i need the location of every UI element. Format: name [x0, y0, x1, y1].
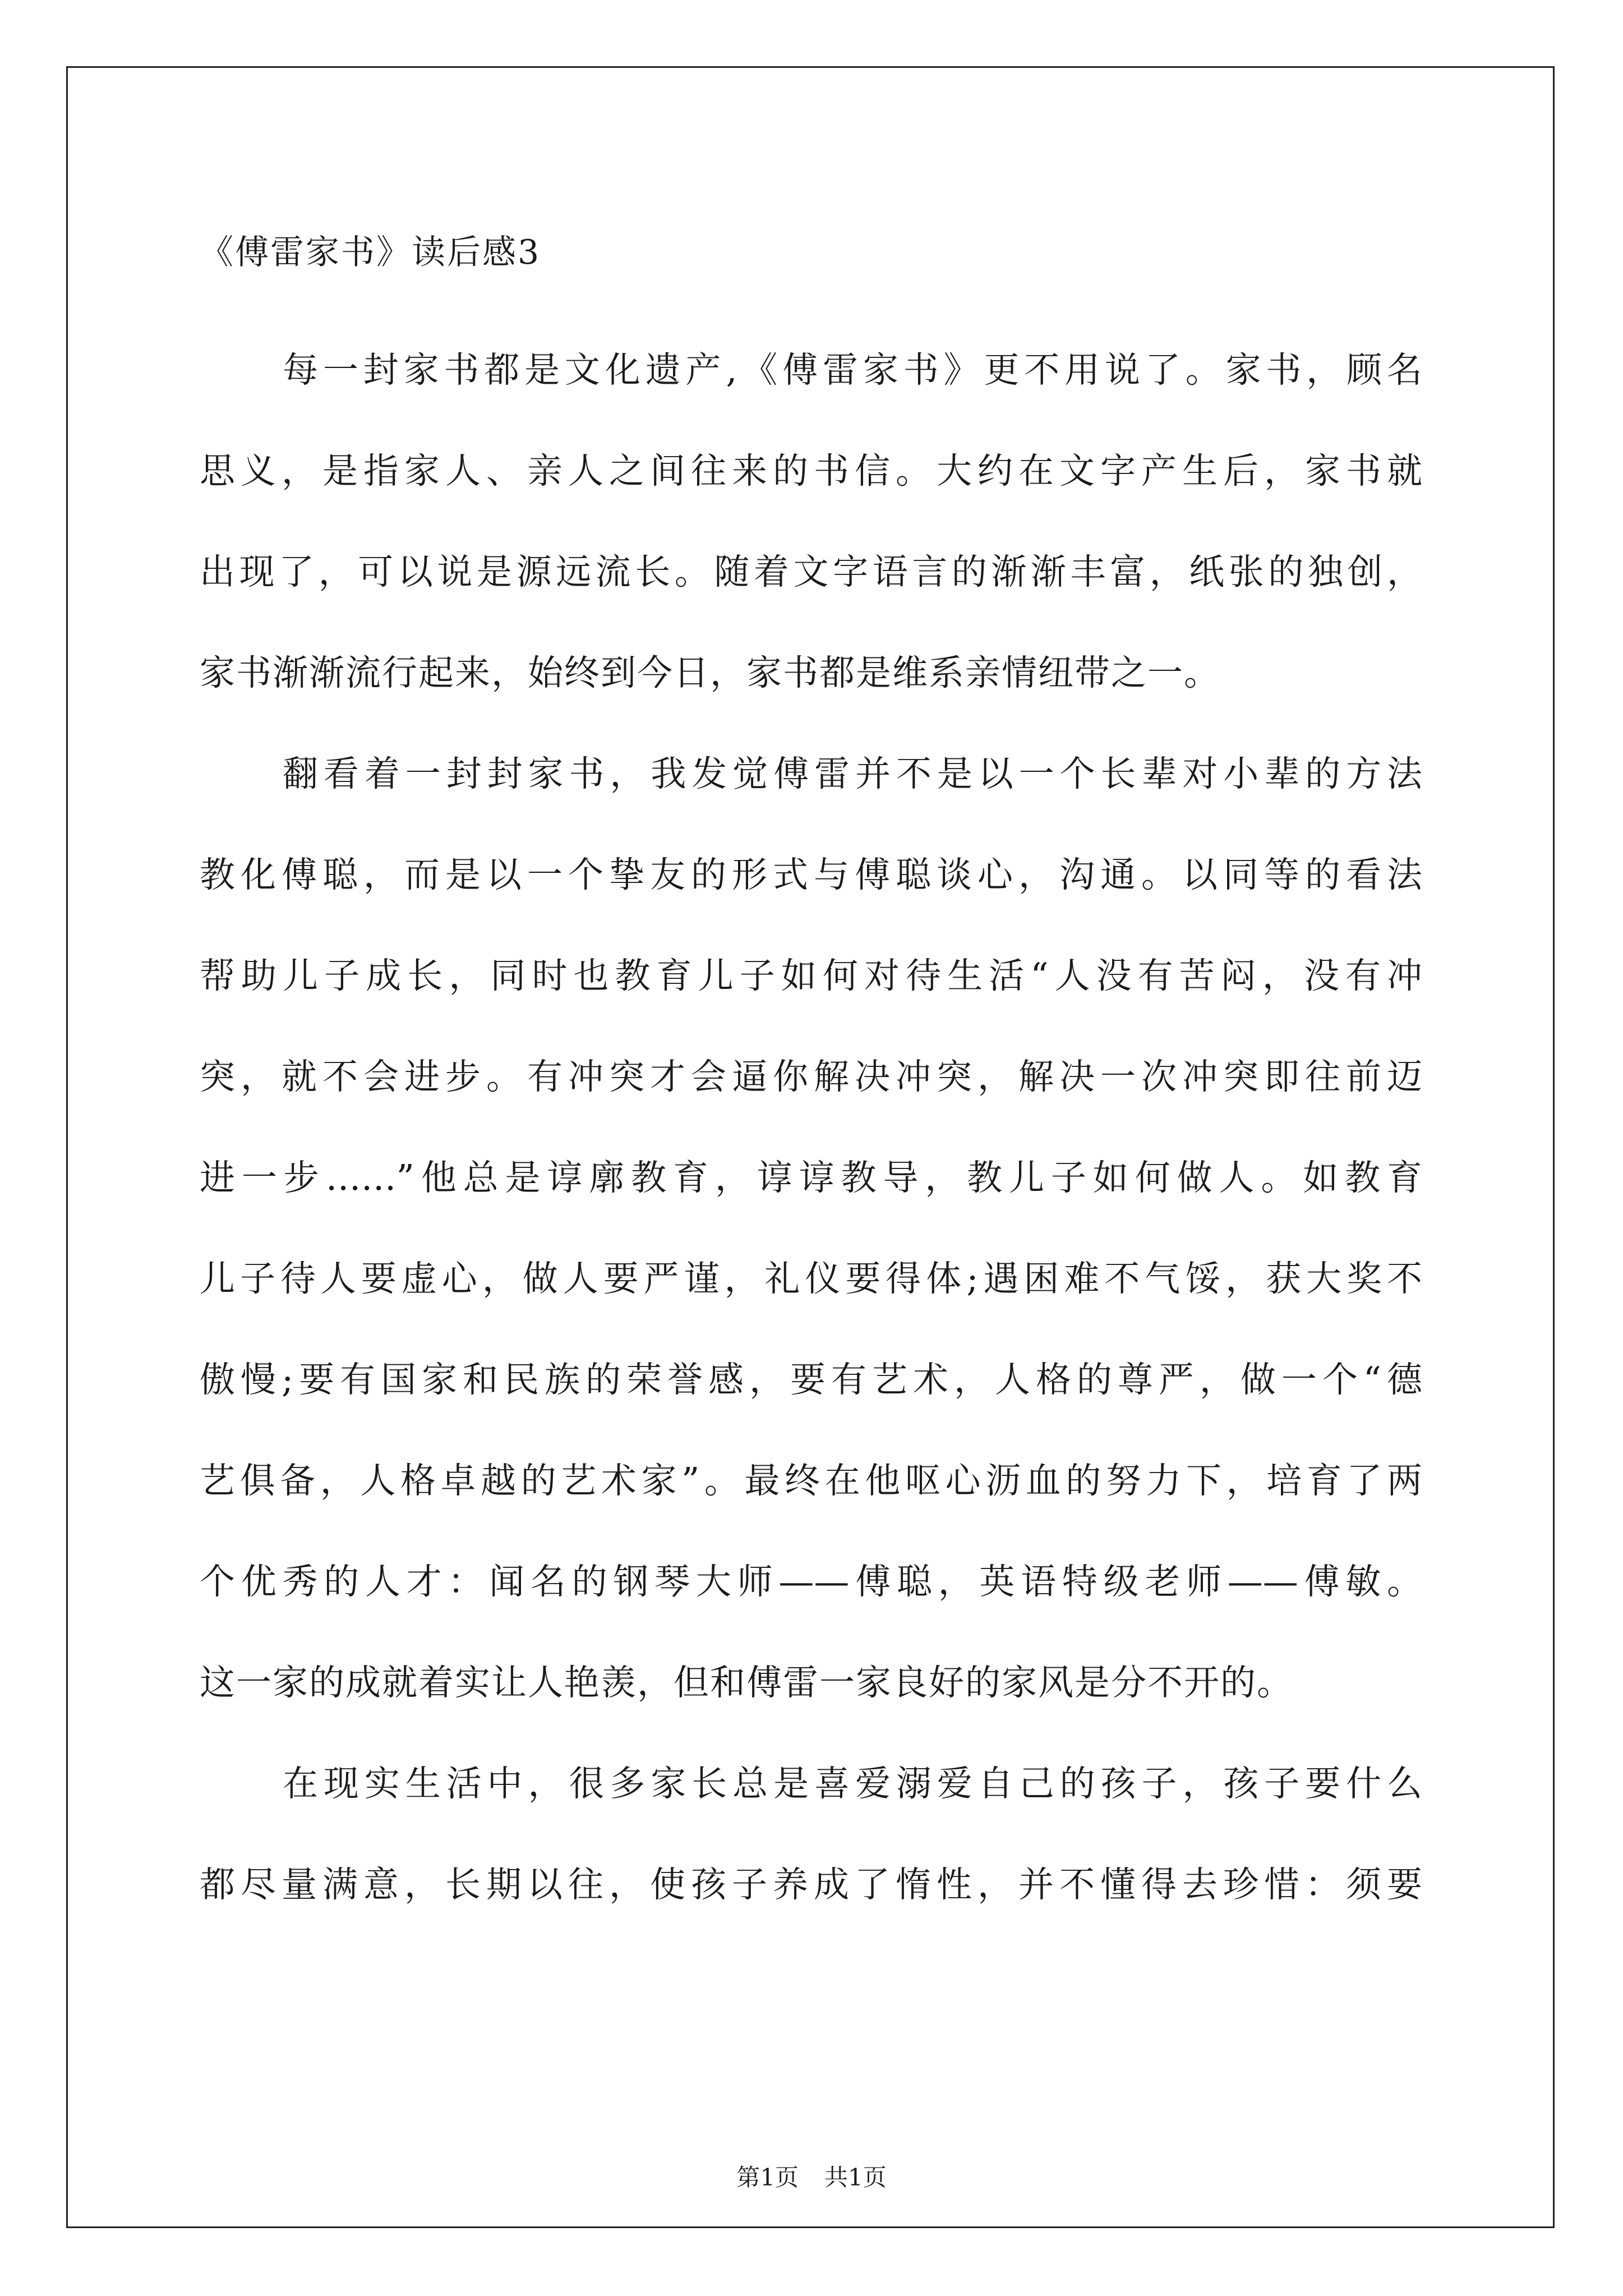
paragraph-2-line-4: 突，就不会进步。有冲突才会逼你解决冲突，解决一次冲突即往前迈	[200, 1056, 1422, 1097]
paragraph-3-line-2: 都尽量满意，长期以往，使孩子养成了惰性，并不懂得去珍惜：须要	[200, 1864, 1422, 1905]
page-number: 第1页	[736, 2164, 799, 2191]
paragraph-2-line-8: 艺俱备，人格卓越的艺术家”。最终在他呕心沥血的努力下，培育了两	[200, 1460, 1422, 1501]
page-footer	[0, 2161, 1623, 2194]
paragraph-1-line-1: 每一封家书都是文化遗产,《傅雷家书》更不用说了。家书，顾名	[283, 349, 1422, 390]
paragraph-2-line-6: 儿子待人要虚心，做人要严谨，礼仪要得体;遇困难不气馁，获大奖不	[200, 1258, 1422, 1299]
paragraph-2-line-9: 个优秀的人才：闻名的钢琴大师——傅聪，英语特级老师——傅敏。	[200, 1561, 1422, 1602]
paragraph-3-line-1: 在现实生活中，很多家长总是喜爱溺爱自己的孩子，孩子要什么	[283, 1763, 1422, 1804]
paragraph-2-line-7: 傲慢;要有国家和民族的荣誉感，要有艺术，人格的尊严，做一个“德	[200, 1359, 1422, 1400]
paragraph-1-line-4: 家书渐渐流行起来，始终到今日，家书都是维系亲情纽带之一。	[200, 652, 1220, 693]
paragraph-2-line-10: 这一家的成就着实让人艳羡，但和傅雷一家良好的家风是分不开的。	[200, 1662, 1293, 1703]
paragraph-2-line-1: 翻看着一封封家书，我发觉傅雷并不是以一个长辈对小辈的方法	[283, 753, 1422, 794]
paragraph-1-line-2: 思义，是指家人、亲人之间往来的书信。大约在文字产生后，家书就	[200, 450, 1422, 491]
document-title: 《傅雷家书》读后感3	[200, 233, 541, 272]
page-total: 共1页	[824, 2164, 887, 2191]
paragraph-2-line-5: 进一步……”他总是谆廓教育，谆谆教导，教儿子如何做人。如教育	[200, 1157, 1422, 1198]
paragraph-2-line-2: 教化傅聪，而是以一个挚友的形式与傅聪谈心，沟通。以同等的看法	[200, 854, 1422, 895]
paragraph-1-line-3: 出现了，可以说是源远流长。随着文字语言的渐渐丰富，纸张的独创，	[200, 551, 1422, 592]
paragraph-2-line-3: 帮助儿子成长，同时也教育儿子如何对待生活“人没有苦闷，没有冲	[200, 955, 1422, 996]
